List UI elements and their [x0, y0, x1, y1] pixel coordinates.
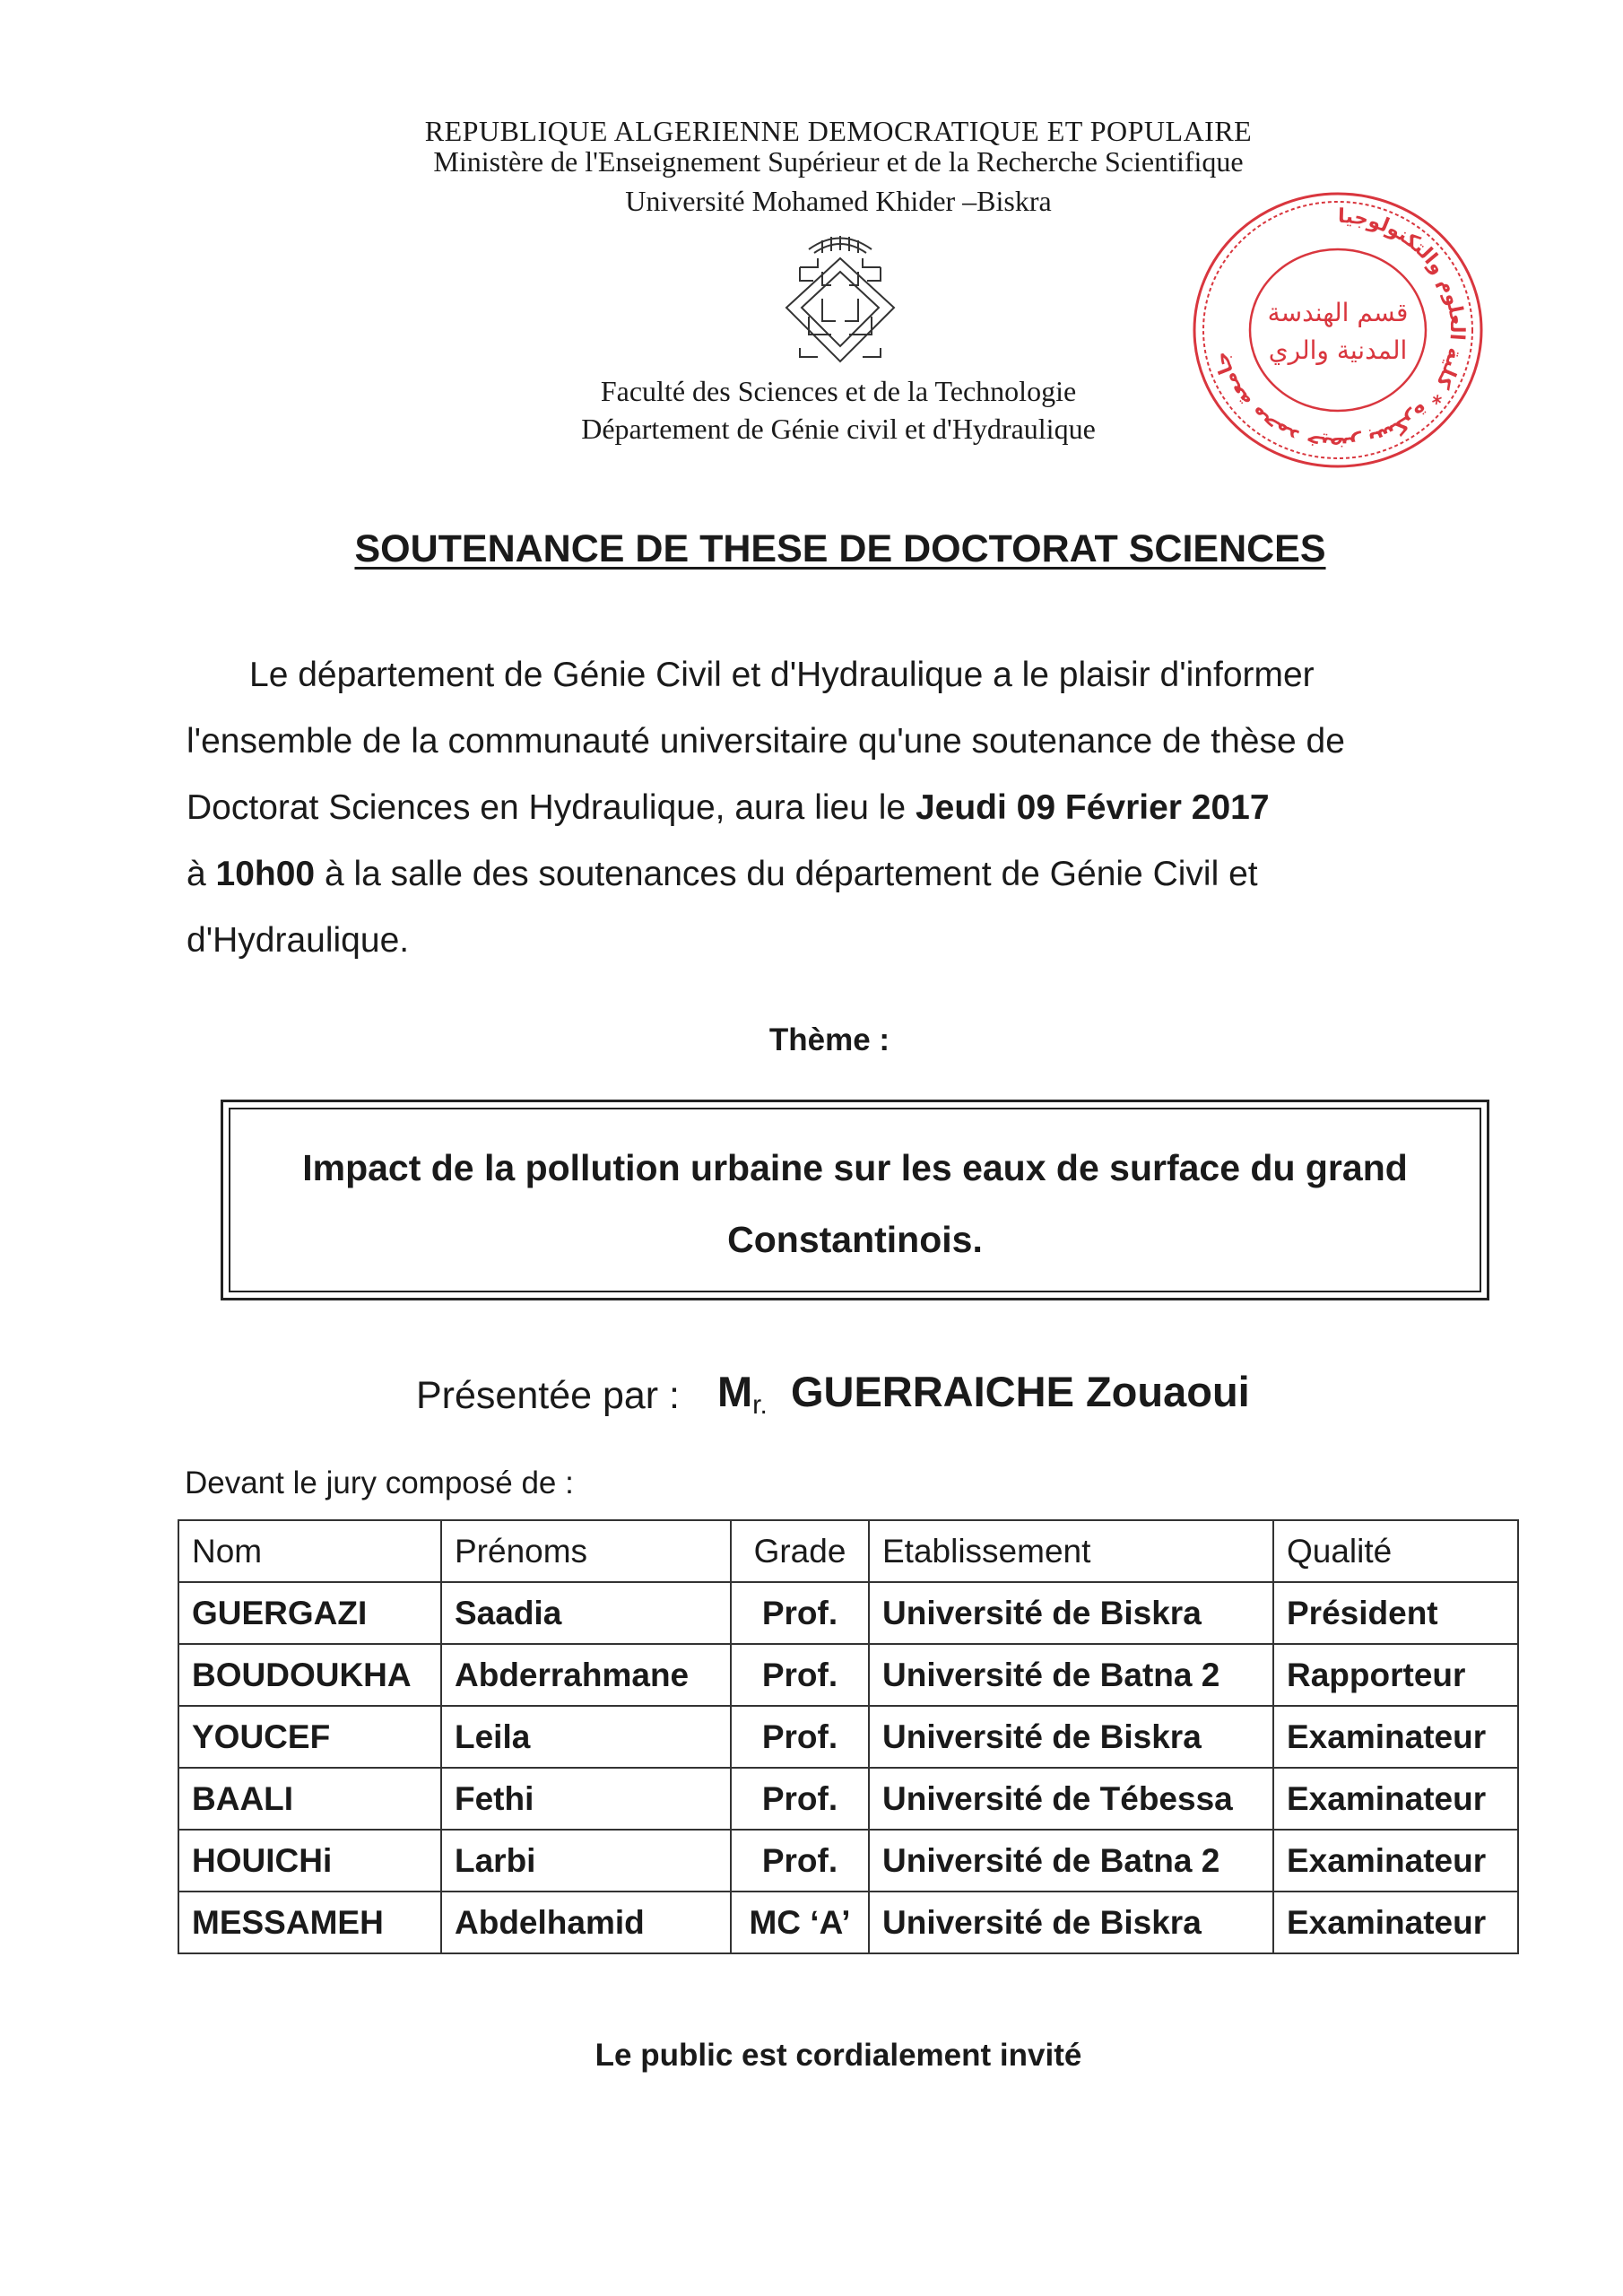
jury-grade: Prof. — [731, 1768, 869, 1830]
table-row — [178, 1582, 1518, 1644]
table-row — [178, 1706, 1518, 1768]
column-header: Nom — [178, 1520, 441, 1582]
jury-qualite: Rapporteur — [1273, 1644, 1518, 1706]
jury-nom: YOUCEF — [178, 1706, 441, 1768]
column-header: Prénoms — [441, 1520, 731, 1582]
jury-prenom: Saadia — [441, 1582, 731, 1644]
jury-prenom: Fethi — [441, 1768, 731, 1830]
table-row — [178, 1768, 1518, 1830]
column-header: Qualité — [1273, 1520, 1518, 1582]
announcement-paragraph: Le département de Génie Civil et d'Hydraulique a le plaisir d'informer l'ensemble de la communauté universitaire qu'une soutenance de thèse de Doctorat Sciences en Hydraulique, aura lieu le Jeudi 09 Février 2017 à 10h00 à la salle des soutenances du département de Génie Civil et d'Hydraulique. — [187, 656, 1345, 960]
jury-etablissement: Université de Batna 2 — [869, 1830, 1273, 1892]
jury-nom: MESSAMEH — [178, 1892, 441, 1953]
defense-time: 10h00 — [215, 855, 316, 893]
jury-grade: Prof. — [731, 1582, 869, 1644]
closing-invitation: Le public est cordialement invité — [595, 2038, 1082, 2073]
jury-grade: Prof. — [731, 1644, 869, 1706]
jury-prenom: Abderrahmane — [441, 1644, 731, 1706]
table-row — [178, 1892, 1518, 1953]
defense-date: Jeudi 09 Février 2017 — [915, 788, 1270, 827]
jury-etablissement: Université de Biskra — [869, 1706, 1273, 1768]
document-title: SOUTENANCE DE THESE DE DOCTORAT SCIENCES — [354, 527, 1326, 570]
header-university: Université Mohamed Khider –Biskra — [625, 185, 1052, 217]
jury-qualite: Examinateur — [1273, 1706, 1518, 1768]
jury-table — [178, 1519, 1519, 1954]
presenter-label: Présentée par : — [416, 1374, 681, 1417]
table-header-row — [178, 1520, 1518, 1582]
jury-qualite: Examinateur — [1273, 1830, 1518, 1892]
jury-nom: BAALI — [178, 1768, 441, 1830]
jury-etablissement: Université de Tébessa — [869, 1768, 1273, 1830]
jury-qualite: Examinateur — [1273, 1892, 1518, 1953]
column-header: Etablissement — [869, 1520, 1273, 1582]
jury-nom: BOUDOUKHA — [178, 1644, 441, 1706]
official-stamp-icon — [1189, 187, 1487, 472]
jury-grade: Prof. — [731, 1830, 869, 1892]
svg-text:جامعة محمد خيضر بسكرة * كلية ا — [1211, 205, 1468, 455]
header-republic: REPUBLIQUE ALGERIENNE DEMOCRATIQUE ET POPULAIRE — [424, 115, 1253, 147]
jury-grade: Prof. — [731, 1706, 869, 1768]
jury-label: Devant le jury composé de : — [185, 1465, 574, 1500]
presenter-name: $M_{r.}$ GUERRAICHE Zouaoui — [717, 1368, 1250, 1420]
jury-grade: MC ‘A’ — [731, 1892, 869, 1953]
stamp-outer-text: جامعة محمد خيضر بسكرة * كلية العلوم والتكنولوجيا — [1210, 204, 1468, 456]
theme-label: Thème : — [768, 1022, 890, 1057]
jury-etablissement: Université de Biskra — [869, 1582, 1273, 1644]
jury-nom: GUERGAZI — [178, 1582, 441, 1644]
jury-qualite: Président — [1273, 1582, 1518, 1644]
jury-prenom: Larbi — [441, 1830, 731, 1892]
jury-prenom: Abdelhamid — [441, 1892, 731, 1953]
header-faculty: Faculté des Sciences et de la Technologie — [600, 375, 1077, 407]
table-row — [178, 1644, 1518, 1706]
university-logo — [782, 231, 898, 366]
stamp-inner-text-2: المدنية والري — [1268, 335, 1408, 365]
table-row — [178, 1830, 1518, 1892]
stamp-inner-text-1: قسم الهندسة — [1267, 298, 1409, 327]
header-ministry: Ministère de l'Enseignement Supérieur et de la Recherche Scientifique — [433, 145, 1244, 178]
theme-text: Impact de la pollution urbaine sur les eaux de surface du grand Constantinois. — [302, 1147, 1408, 1260]
jury-etablissement: Université de Batna 2 — [869, 1644, 1273, 1706]
header-department: Département de Génie civil et d'Hydraulique — [581, 413, 1096, 445]
jury-qualite: Examinateur — [1273, 1768, 1518, 1830]
jury-nom: HOUICHi — [178, 1830, 441, 1892]
jury-prenom: Leila — [441, 1706, 731, 1768]
column-header: Grade — [731, 1520, 869, 1582]
jury-etablissement: Université de Biskra — [869, 1892, 1273, 1953]
